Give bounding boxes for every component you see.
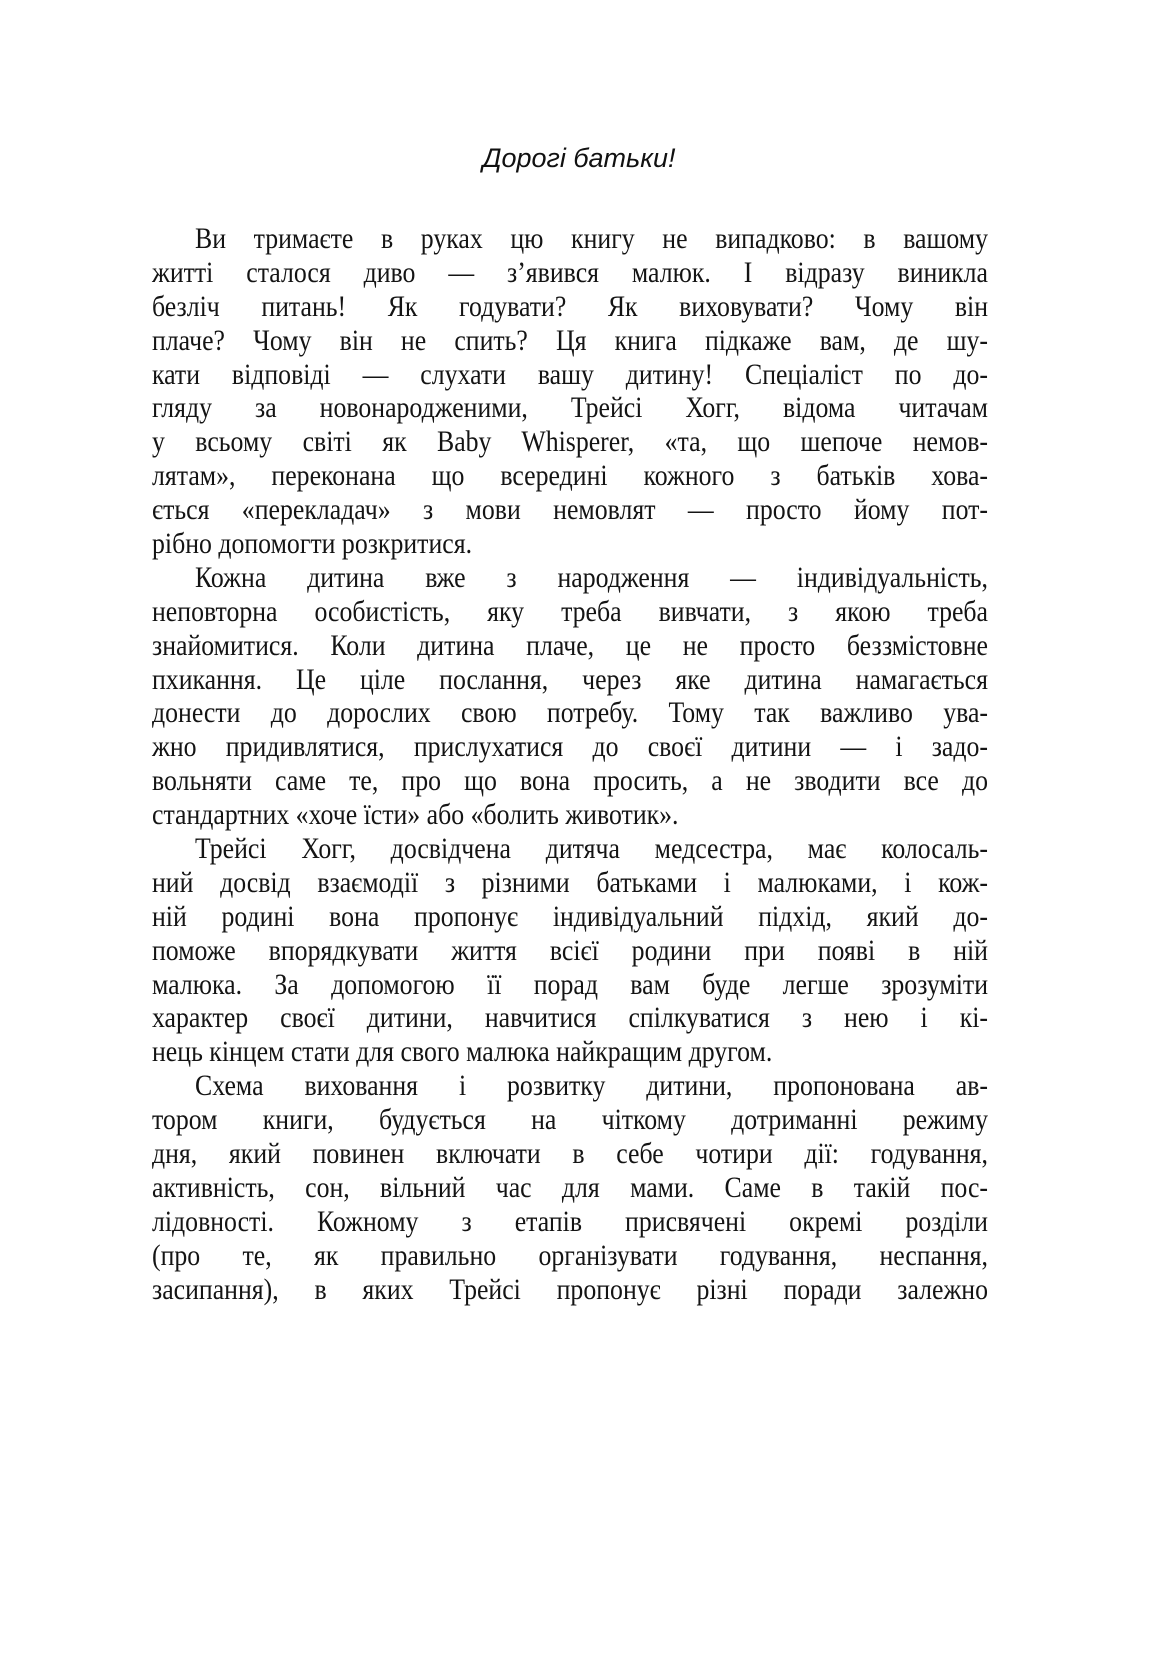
text-line-content: плаче? Чому він не спить? Ця книга підкаже вам, де шу- — [152, 323, 988, 357]
text-line — [152, 832, 988, 866]
text-line-content: Схема виховання і розвитку дитини, пропонована ав- — [195, 1069, 988, 1103]
text-line — [152, 934, 988, 968]
text-line — [152, 866, 988, 900]
text-line-content: Трейсі Хогг, досвідчена дитяча медсестра, має колосаль- — [195, 832, 988, 866]
page-title: Дорогі батьки! — [482, 143, 676, 173]
text-line-content: тором книги, будується на чіткому дотриманні режиму — [152, 1103, 988, 1137]
text-line-content: характер своєї дитини, навчитися спілкуватися з нею і кі- — [152, 1001, 988, 1035]
text-line-content: рібно допомогти розкритися. — [152, 527, 473, 561]
text-line — [152, 696, 988, 730]
text-line — [152, 1273, 988, 1307]
text-line-content: житті сталося диво — з’явився малюк. І відразу виникла — [152, 255, 988, 289]
text-line — [152, 798, 988, 832]
text-line — [152, 493, 988, 527]
text-line-content: активність, сон, вільний час для мами. Саме в такій пос- — [152, 1170, 988, 1204]
text-line-content: Кожна дитина вже з народження — індивідуальність, — [195, 560, 988, 594]
body-text — [152, 222, 988, 1307]
text-line — [152, 561, 988, 595]
text-line — [152, 764, 988, 798]
text-line-content: малюка. За допомогою її порад вам буде легше зрозуміти — [152, 967, 988, 1001]
text-line — [152, 1103, 988, 1137]
text-line-content: донести до дорослих свою потребу. Тому так важливо ува- — [152, 696, 988, 730]
text-line-content: безліч питань! Як годувати? Як виховувати? Чому він — [152, 289, 988, 323]
text-line — [152, 290, 988, 324]
text-line — [152, 1205, 988, 1239]
text-line — [152, 663, 988, 697]
text-line — [152, 595, 988, 629]
text-line — [152, 629, 988, 663]
text-line-content: дня, який повинен включати в себе чотири дії: годування, — [152, 1137, 988, 1171]
text-line — [152, 324, 988, 358]
text-line-content: засипання), в яких Трейсі пропонує різні поради залежно — [152, 1272, 988, 1306]
text-line-content: кати відповіді — слухати вашу дитину! Спеціаліст по до- — [152, 357, 988, 391]
text-line — [152, 1035, 988, 1069]
text-line-content: ній родині вона пропонує індивідуальний підхід, який до- — [152, 899, 988, 933]
text-line-content: неповторна особистість, яку треба вивчати, з якою треба — [152, 594, 988, 628]
text-line-content: Ви тримаєте в руках цю книгу не випадково: в вашому — [195, 222, 988, 255]
text-line-content: знайомитися. Коли дитина плаче, це не просто беззмістовне — [152, 628, 988, 662]
text-line — [152, 425, 988, 459]
text-line — [152, 222, 988, 256]
text-line-content: у всьому світі як Baby Whisperer, «та, що шепоче немов- — [152, 425, 988, 459]
text-line — [152, 900, 988, 934]
text-line-content: жно придивлятися, прислухатися до своєї дитини — і задо- — [152, 730, 988, 764]
text-line — [152, 1001, 988, 1035]
text-line-content: ється «перекладач» з мови немовлят — просто йому пот- — [152, 493, 988, 527]
text-line — [152, 1137, 988, 1171]
text-line — [152, 1069, 988, 1103]
text-line-content: лятам», переконана що всередині кожного з батьків хова- — [152, 459, 988, 493]
text-line — [152, 358, 988, 392]
text-line-content: лідовності. Кожному з етапів присвячені окремі розділи — [152, 1204, 988, 1238]
text-line-content: поможе впорядкувати життя всієї родини при появі в ній — [152, 933, 988, 967]
text-line-content: (про те, як правильно організувати годування, неспання, — [152, 1238, 988, 1272]
text-line — [152, 1171, 988, 1205]
text-line — [152, 459, 988, 493]
text-line — [152, 1239, 988, 1273]
text-line — [152, 527, 988, 561]
text-line — [152, 730, 988, 764]
text-line — [152, 391, 988, 425]
text-line-content: пхикання. Це ціле послання, через яке дитина намагається — [152, 662, 988, 696]
text-line — [152, 256, 988, 290]
text-line-content: гляду за новонародженими, Трейсі Хогг, відома читачам — [152, 391, 988, 425]
text-line-content: вольняти саме те, про що вона просить, а не зводити все до — [152, 764, 988, 798]
text-line — [152, 968, 988, 1002]
text-line-content: ний досвід взаємодії з різними батьками і малюками, і кож- — [152, 865, 988, 899]
text-line-content: нець кінцем стати для свого малюка найкращим другом. — [152, 1035, 773, 1069]
text-line-content: стандартних «хоче їсти» або «болить животик». — [152, 798, 679, 832]
